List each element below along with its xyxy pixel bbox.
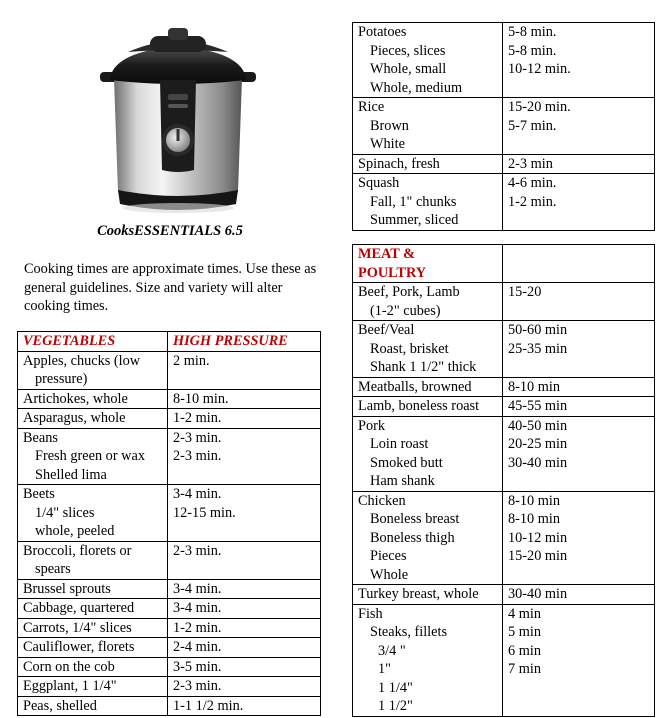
time-cell <box>168 677 321 697</box>
time-line: 3-4 min. <box>173 600 222 616</box>
header-high-pressure: HIGH PRESSURE <box>168 332 321 352</box>
time-line: 2-3 min. <box>173 448 222 464</box>
meat-poultry-table <box>352 244 655 717</box>
table-row <box>353 377 655 397</box>
table-row <box>353 283 655 321</box>
food-cell <box>18 389 168 409</box>
food-cell <box>353 174 503 231</box>
food-cell <box>353 604 503 716</box>
food-cell <box>353 98 503 155</box>
header-empty <box>503 245 655 283</box>
time-cell <box>503 154 655 174</box>
food-cell <box>18 677 168 697</box>
time-cell <box>168 428 321 485</box>
time-line: 8-10 min <box>508 492 561 509</box>
time-cell <box>168 389 321 409</box>
food-line: Squash <box>358 175 400 191</box>
time-cell <box>503 604 655 716</box>
time-line: 5-8 min. <box>508 42 557 59</box>
food-cell <box>18 428 168 485</box>
food-cell <box>18 409 168 429</box>
food-cell <box>353 23 503 98</box>
time-line: 4 min <box>508 605 541 622</box>
food-line: Roast, brisket <box>370 340 449 357</box>
food-line: Artichokes, whole <box>23 390 128 407</box>
time-cell <box>168 409 321 429</box>
food-cell <box>18 657 168 677</box>
food-line: Cauliflower, florets <box>23 639 135 655</box>
food-line: Whole, small <box>370 61 447 77</box>
table-row <box>353 491 655 585</box>
table-row <box>18 485 321 542</box>
time-cell <box>168 638 321 658</box>
time-cell <box>168 541 321 579</box>
time-line: 30-40 min <box>508 586 568 602</box>
food-line: Boneless breast <box>370 511 460 527</box>
table-row <box>353 321 655 378</box>
food-cell <box>18 638 168 658</box>
food-line: Shank 1 1/2" thick <box>370 359 477 375</box>
food-cell <box>353 321 503 378</box>
food-line: whole, peeled <box>35 523 115 539</box>
time-line: 15-20 <box>508 284 542 300</box>
table-row <box>18 618 321 638</box>
time-cell <box>503 321 655 378</box>
food-line: Carrots, 1/4" slices <box>23 619 132 636</box>
food-cell <box>353 397 503 417</box>
table-row <box>353 154 655 174</box>
time-cell <box>168 579 321 599</box>
time-line: 4-6 min. <box>508 175 557 191</box>
header-vegetables: VEGETABLES <box>18 332 168 352</box>
time-cell <box>503 377 655 397</box>
time-cell <box>503 397 655 417</box>
food-cell <box>353 283 503 321</box>
time-line: 2-3 min. <box>173 542 222 559</box>
food-line: Fish <box>358 605 383 622</box>
food-line: Broccoli, florets or <box>23 542 132 559</box>
food-line: Chicken <box>358 492 406 509</box>
table-row <box>18 409 321 429</box>
time-line: 8-10 min. <box>173 390 229 407</box>
food-line: pressure) <box>35 371 88 387</box>
time-line: 1-2 min. <box>508 193 557 210</box>
food-line: Steaks, fillets <box>370 624 448 640</box>
time-line: 45-55 min <box>508 398 568 414</box>
time-line: 12-15 min. <box>173 504 236 521</box>
food-cell <box>353 416 503 491</box>
time-line: 3-5 min. <box>173 658 222 675</box>
food-line: 1 1/4" <box>378 679 413 696</box>
food-cell <box>18 541 168 579</box>
table-row <box>18 638 321 658</box>
meat-header-row <box>353 245 655 283</box>
food-line: Brown <box>370 117 409 134</box>
time-line: 25-35 min <box>508 340 568 357</box>
food-line: Turkey breast, whole <box>358 586 479 602</box>
food-cell <box>18 351 168 389</box>
food-cell <box>18 579 168 599</box>
table-row <box>18 677 321 697</box>
time-cell <box>503 491 655 585</box>
header-line: MEAT & <box>358 246 416 262</box>
food-cell <box>18 599 168 619</box>
table-row <box>18 351 321 389</box>
time-line: 10-12 min. <box>508 61 571 77</box>
time-cell <box>503 23 655 98</box>
food-cell <box>353 154 503 174</box>
food-cell <box>353 585 503 605</box>
time-line: 7 min <box>508 661 541 677</box>
header-line: POULTRY <box>358 264 427 281</box>
food-line: Smoked butt <box>370 454 443 471</box>
food-line: Boneless thigh <box>370 529 455 546</box>
time-line: 30-40 min <box>508 454 568 471</box>
time-line: 2-4 min. <box>173 639 222 655</box>
table-row <box>353 585 655 605</box>
table-row <box>353 23 655 98</box>
food-cell <box>18 618 168 638</box>
time-line: 15-20 min <box>508 548 568 564</box>
time-line: 15-20 min. <box>508 99 571 115</box>
potatoes-squash-table <box>352 22 655 231</box>
food-line: spears <box>35 561 71 577</box>
time-cell <box>503 416 655 491</box>
food-line: Brussel sprouts <box>23 580 111 597</box>
table-row <box>353 174 655 231</box>
time-cell <box>168 599 321 619</box>
time-line: 2 min. <box>173 352 210 369</box>
food-line: Pieces, slices <box>370 42 446 59</box>
food-line: Eggplant, 1 1/4" <box>23 678 117 694</box>
food-line: Beef, Pork, Lamb <box>358 284 460 300</box>
meat-body <box>353 245 655 717</box>
time-line: 50-60 min <box>508 322 568 338</box>
food-line: Beef/Veal <box>358 322 415 338</box>
time-line: 1-2 min. <box>173 619 222 636</box>
food-line: Asparagus, whole <box>23 410 126 426</box>
time-line: 3-4 min. <box>173 580 222 597</box>
time-line: 3-4 min. <box>173 486 222 502</box>
time-line: 1-1 1/2 min. <box>173 697 244 714</box>
table-row <box>353 604 655 716</box>
vegetables-table <box>17 331 321 716</box>
table-row <box>353 397 655 417</box>
table-row <box>18 696 321 716</box>
time-line: 2-3 min <box>508 155 553 172</box>
food-line: Peas, shelled <box>23 697 97 714</box>
vegetables-body <box>18 332 321 716</box>
food-line: 1 1/2" <box>378 698 413 714</box>
time-line: 40-50 min <box>508 417 568 434</box>
time-line: 6 min <box>508 642 541 659</box>
food-line: 3/4 " <box>378 642 406 659</box>
time-line: 5-7 min. <box>508 117 557 134</box>
intro-text: Cooking times are approximate times. Use these as general guidelines. Size and variety will alter cooking times. <box>24 261 317 314</box>
time-line: 5 min <box>508 624 541 640</box>
table-row <box>18 389 321 409</box>
table-row <box>18 541 321 579</box>
food-line: Spinach, fresh <box>358 155 440 172</box>
time-line: 1-2 min. <box>173 410 222 426</box>
table-row <box>353 416 655 491</box>
food-cell <box>353 377 503 397</box>
food-line: Lamb, boneless roast <box>358 398 480 414</box>
time-cell <box>503 174 655 231</box>
vegetables-header-row <box>18 332 321 352</box>
food-line: Corn on the cob <box>23 658 115 675</box>
food-line: Potatoes <box>358 24 407 40</box>
food-cell <box>18 485 168 542</box>
time-line: 10-12 min <box>508 529 568 546</box>
food-line: Pork <box>358 417 386 434</box>
food-line: Rice <box>358 99 385 115</box>
food-cell <box>18 696 168 716</box>
time-line: 8-10 min <box>508 378 561 395</box>
food-line: Shelled lima <box>35 466 107 483</box>
food-line: Cabbage, quartered <box>23 600 135 616</box>
food-line: Loin roast <box>370 436 429 452</box>
time-cell <box>503 585 655 605</box>
food-line: 1/4" slices <box>35 504 95 521</box>
product-caption: CooksESSENTIALS 6.5 <box>97 223 243 239</box>
table-row <box>18 579 321 599</box>
food-line: Fall, 1" chunks <box>370 193 457 210</box>
time-cell <box>503 283 655 321</box>
time-cell <box>168 657 321 677</box>
food-line: (1-2" cubes) <box>370 302 441 319</box>
food-line: Ham shank <box>370 473 435 489</box>
right-top-body <box>353 23 655 231</box>
food-line: Whole, medium <box>370 79 463 96</box>
time-line: 20-25 min <box>508 436 568 452</box>
table-row <box>18 599 321 619</box>
food-line: Meatballs, browned <box>358 378 472 395</box>
time-cell <box>168 351 321 389</box>
time-cell <box>168 696 321 716</box>
time-cell <box>168 618 321 638</box>
time-line: 8-10 min <box>508 511 561 527</box>
food-line: White <box>370 136 405 152</box>
table-row <box>18 657 321 677</box>
food-line: Pieces <box>370 548 407 564</box>
food-cell <box>353 491 503 585</box>
food-line: Summer, sliced <box>370 212 459 228</box>
time-line: 2-3 min. <box>173 678 222 694</box>
header-meat-poultry <box>353 245 503 283</box>
food-line: Apples, chucks (low <box>23 352 141 369</box>
food-line: 1" <box>378 661 391 677</box>
table-row <box>353 98 655 155</box>
food-line: Beets <box>23 486 55 502</box>
food-line: Fresh green or wax <box>35 448 145 464</box>
time-cell <box>168 485 321 542</box>
time-line: 5-8 min. <box>508 24 557 40</box>
time-line: 2-3 min. <box>173 429 222 446</box>
food-line: Beans <box>23 429 58 446</box>
time-cell <box>503 98 655 155</box>
pressure-cooker-image <box>98 22 258 218</box>
food-line: Whole <box>370 566 409 583</box>
table-row <box>18 428 321 485</box>
